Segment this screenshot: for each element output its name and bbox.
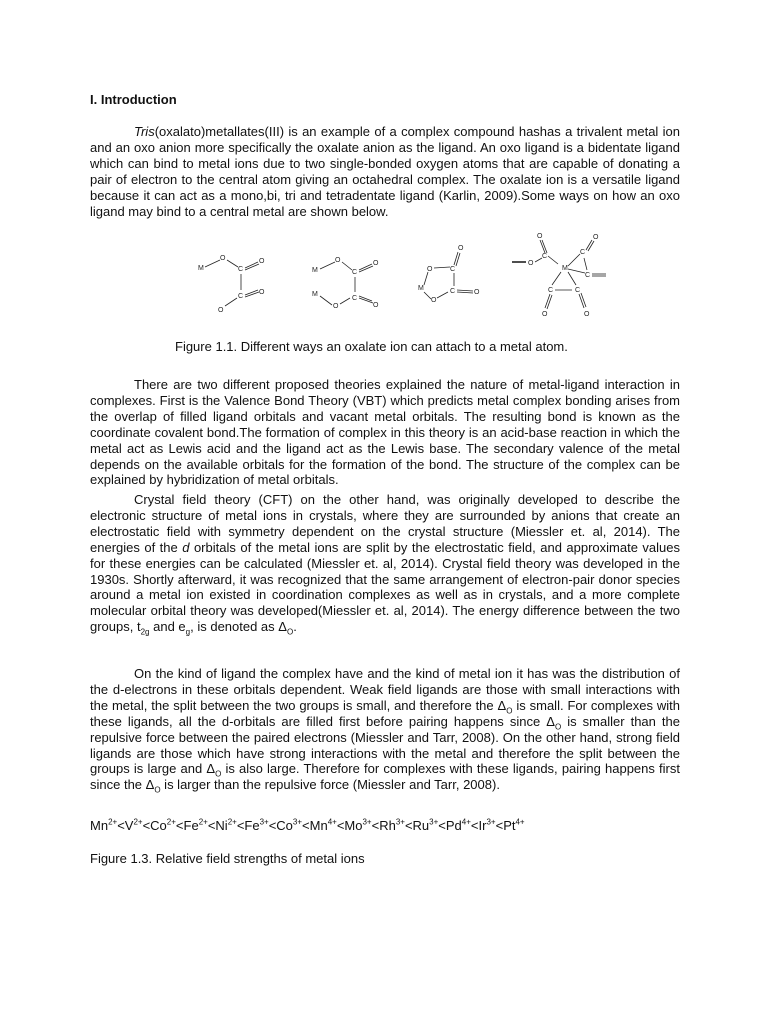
italic-tris: Tris [134,124,155,139]
atom-label: O [474,289,480,296]
ion-charge: 4+ [327,817,337,827]
less-than-separator: < [438,818,446,833]
atom-label: O [220,255,226,262]
cft-text-1: Crystal field theory (CFT) on the other hand, was originally developed to describe the electronic structure of metal ions in crystals, where they are surrounded by anions that create an electrostatic field with symmetry dependent on the crystal structure (Miessler et. al, 2014). The energies of the [90,492,680,555]
ion-charge: 3+ [429,817,439,827]
metal-ion: $Fe^{3+}$ [244,817,269,833]
atom-label: O [218,307,224,314]
figure-caption-1: Figure 1.1. Different ways an oxalate ion can attach to a metal atom. [175,339,568,354]
atom-label: O [593,234,599,241]
atom-label: O [373,260,379,267]
atom-label: C [542,253,548,260]
less-than-separator: < [142,818,151,833]
sub-g: g [185,627,191,637]
metal-ion: $Ir^{3+}$ [478,817,496,833]
less-than-separator: < [302,818,310,833]
atom-label: O [458,245,464,252]
less-than-separator: < [495,818,504,833]
sub-o: O [154,785,161,795]
ion-charge: 4+ [461,817,471,827]
metal-ion: $Co^{3+}$ [276,817,303,833]
atom-label: C [450,266,456,273]
paragraph-intro [90,124,680,219]
less-than-separator: < [404,818,413,833]
atom-label: C [575,287,581,294]
less-than-separator: < [371,818,380,833]
metal-ion: $V^{2+}$ [124,817,143,833]
metal-ion-series [90,818,525,833]
structure-bridging [312,257,379,310]
ls-text-2: is small. For complexes with these ligands, all the d-orbitals are filled first before pairing happens since Δ [90,697,680,729]
ion-charge: 3+ [259,817,269,827]
cft-text-and: and e [149,619,186,635]
atom-label: C [352,269,358,276]
atom-label: C [585,272,591,279]
ion-charge: 2+ [198,817,208,827]
oxalate-binding-figure [190,230,610,325]
atom-label: O [335,257,341,264]
atom-label: O [528,260,534,267]
figure-caption-3: Figure 1.3. Relative field strengths of metal ions [90,851,365,866]
less-than-separator: < [470,818,479,833]
atom-label: O [584,311,590,318]
less-than-separator: < [117,818,125,833]
sub-o: O [554,722,562,732]
ls-text-4: is also large. Therefore for complexes with these ligands, pairing happens first since the Δ [90,761,680,793]
atom-label: C [580,249,586,256]
paragraph-cft [90,492,680,635]
sub-o: O [506,706,513,716]
atom-label: M [562,265,568,272]
structure-monodentate [198,255,265,314]
metal-ion: $Rh^{3+}$ [379,817,405,833]
atom-label: O [259,289,265,296]
atom-label: C [352,295,358,302]
metal-ion: $Co^{2+}$ [150,817,176,833]
cft-text-2: orbitals of the metal ions are split by the electrostatic field, and approximate values for these energies can be calculated (Miessler et. al, 2014). Crystal field theory was developed in the 1930s. Shortly afterward, it was recognized that the same arrangement of electron-pair donor species around a metal ion existed in coordination complexes as well as in crystals, and a more complete molecular orbital theory was developed(Miessler et. al, 2014). The energy difference between the two groups, t [90,539,681,635]
section-heading: I. Introduction [90,92,177,107]
atom-label: O [427,266,433,273]
metal-ion: $Mo^{3+}$ [344,817,372,833]
ion-charge: 3+ [362,817,372,827]
atom-label: M [418,285,424,292]
paragraph-vbt: There are two different proposed theories explained the nature of metal-ligand interaction in complexes. First is the Valence Bond Theory (VBT) which predicts metal complex bonding arises from the overlap of filled ligand orbitals and vacant metal orbitals. The resulting bond is known as the coordinate covalent bond.The formation of complex in this theory is an acid-base reaction in which the metal act as Lewis acid and the ligand act as the Lewis base. The secondary valence of the metal depends on the available orbitals for the formation of the bond. The structure of the complex can be explained by hybridization of metal orbitals. [90,377,680,488]
ls-text-1: On the kind of ligand the complex have and the kind of metal ion it has was the distribution of the d-electrons in these orbitals dependent. Weak field ligands are those with small interactions with the metal, the split between the two groups is small, and therefore the Δ [90,666,680,713]
atom-label: O [537,233,543,240]
metal-ion: $Mn^{4+}$ [309,817,337,833]
atom-label: C [548,287,554,294]
less-than-separator: < [336,818,345,833]
paragraph-ligand-strength [90,666,680,793]
structure-octahedral [512,233,606,318]
ion-charge: 3+ [395,817,405,827]
sub-o: O [286,627,294,637]
intro-text: (oxalato)metallates(III) is an example of a complex compound hashas a trivalent metal ion and an oxo anion more specifically the oxalate anion as the ligand. An oxo ligand is a bidentate ligand which can bind to metal ions due to two single-bonded oxygen atoms that are capable of donating a pair of electron to the central atom giving an octahedral complex. The oxalate ion is a versatile ligand because it can act as a mono,bi, tri and tetradentate ligand (Karlin, 2009).Some ways on how an oxo ligand may bind to a central metal are shown below. [90,124,680,219]
ion-charge: 2+ [227,817,237,827]
metal-ion: $Mn^{2+}$ [90,817,118,833]
sub-o: O [215,770,222,780]
italic-d: d [182,539,190,555]
cft-text-3: , is denoted as Δ [190,619,287,635]
metal-ion: $Ru^{3+}$ [412,817,439,833]
atom-label: O [542,311,548,318]
ls-text-5: is larger than the repulsive force (Miessler and Tarr, 2008). [160,777,500,793]
ls-text-3: is smaller than the repulsive force between the paired electrons (Miessler and Tarr, 2008). On the other hand, strong field ligands are those which have strong interactions with the metal and therefore the split between the groups is large and Δ [90,713,680,777]
metal-ion: $Fe^{2+}$ [183,817,208,833]
less-than-separator: < [175,818,184,833]
atom-label: C [238,266,244,273]
atom-label: M [198,265,204,272]
atom-label: C [450,288,456,295]
metal-ion: $Pt^{4+}$ [503,817,525,833]
less-than-separator: < [268,818,277,833]
atom-label: O [333,303,339,310]
sub-2g: 2g [140,627,150,637]
atom-label: M [312,291,318,298]
ion-charge: 3+ [292,817,303,827]
ion-charge: 3+ [486,817,496,827]
atom-label: C [238,293,244,300]
atom-label: O [431,297,437,304]
ion-charge: 2+ [133,817,143,827]
ion-charge: 2+ [108,817,118,827]
less-than-separator: < [207,818,216,833]
less-than-separator: < [236,818,245,833]
atom-label: M [312,267,318,274]
ion-charge: 4+ [515,817,525,827]
oxalate-structures-svg [190,230,610,325]
metal-ion: $Pd^{4+}$ [445,817,471,833]
metal-ion: $Ni^{2+}$ [215,817,237,833]
ion-charge: 2+ [166,817,176,827]
atom-label: O [373,302,379,309]
atom-label: O [259,258,265,265]
cft-text-end: . [293,619,297,635]
structure-chelate [418,245,480,304]
